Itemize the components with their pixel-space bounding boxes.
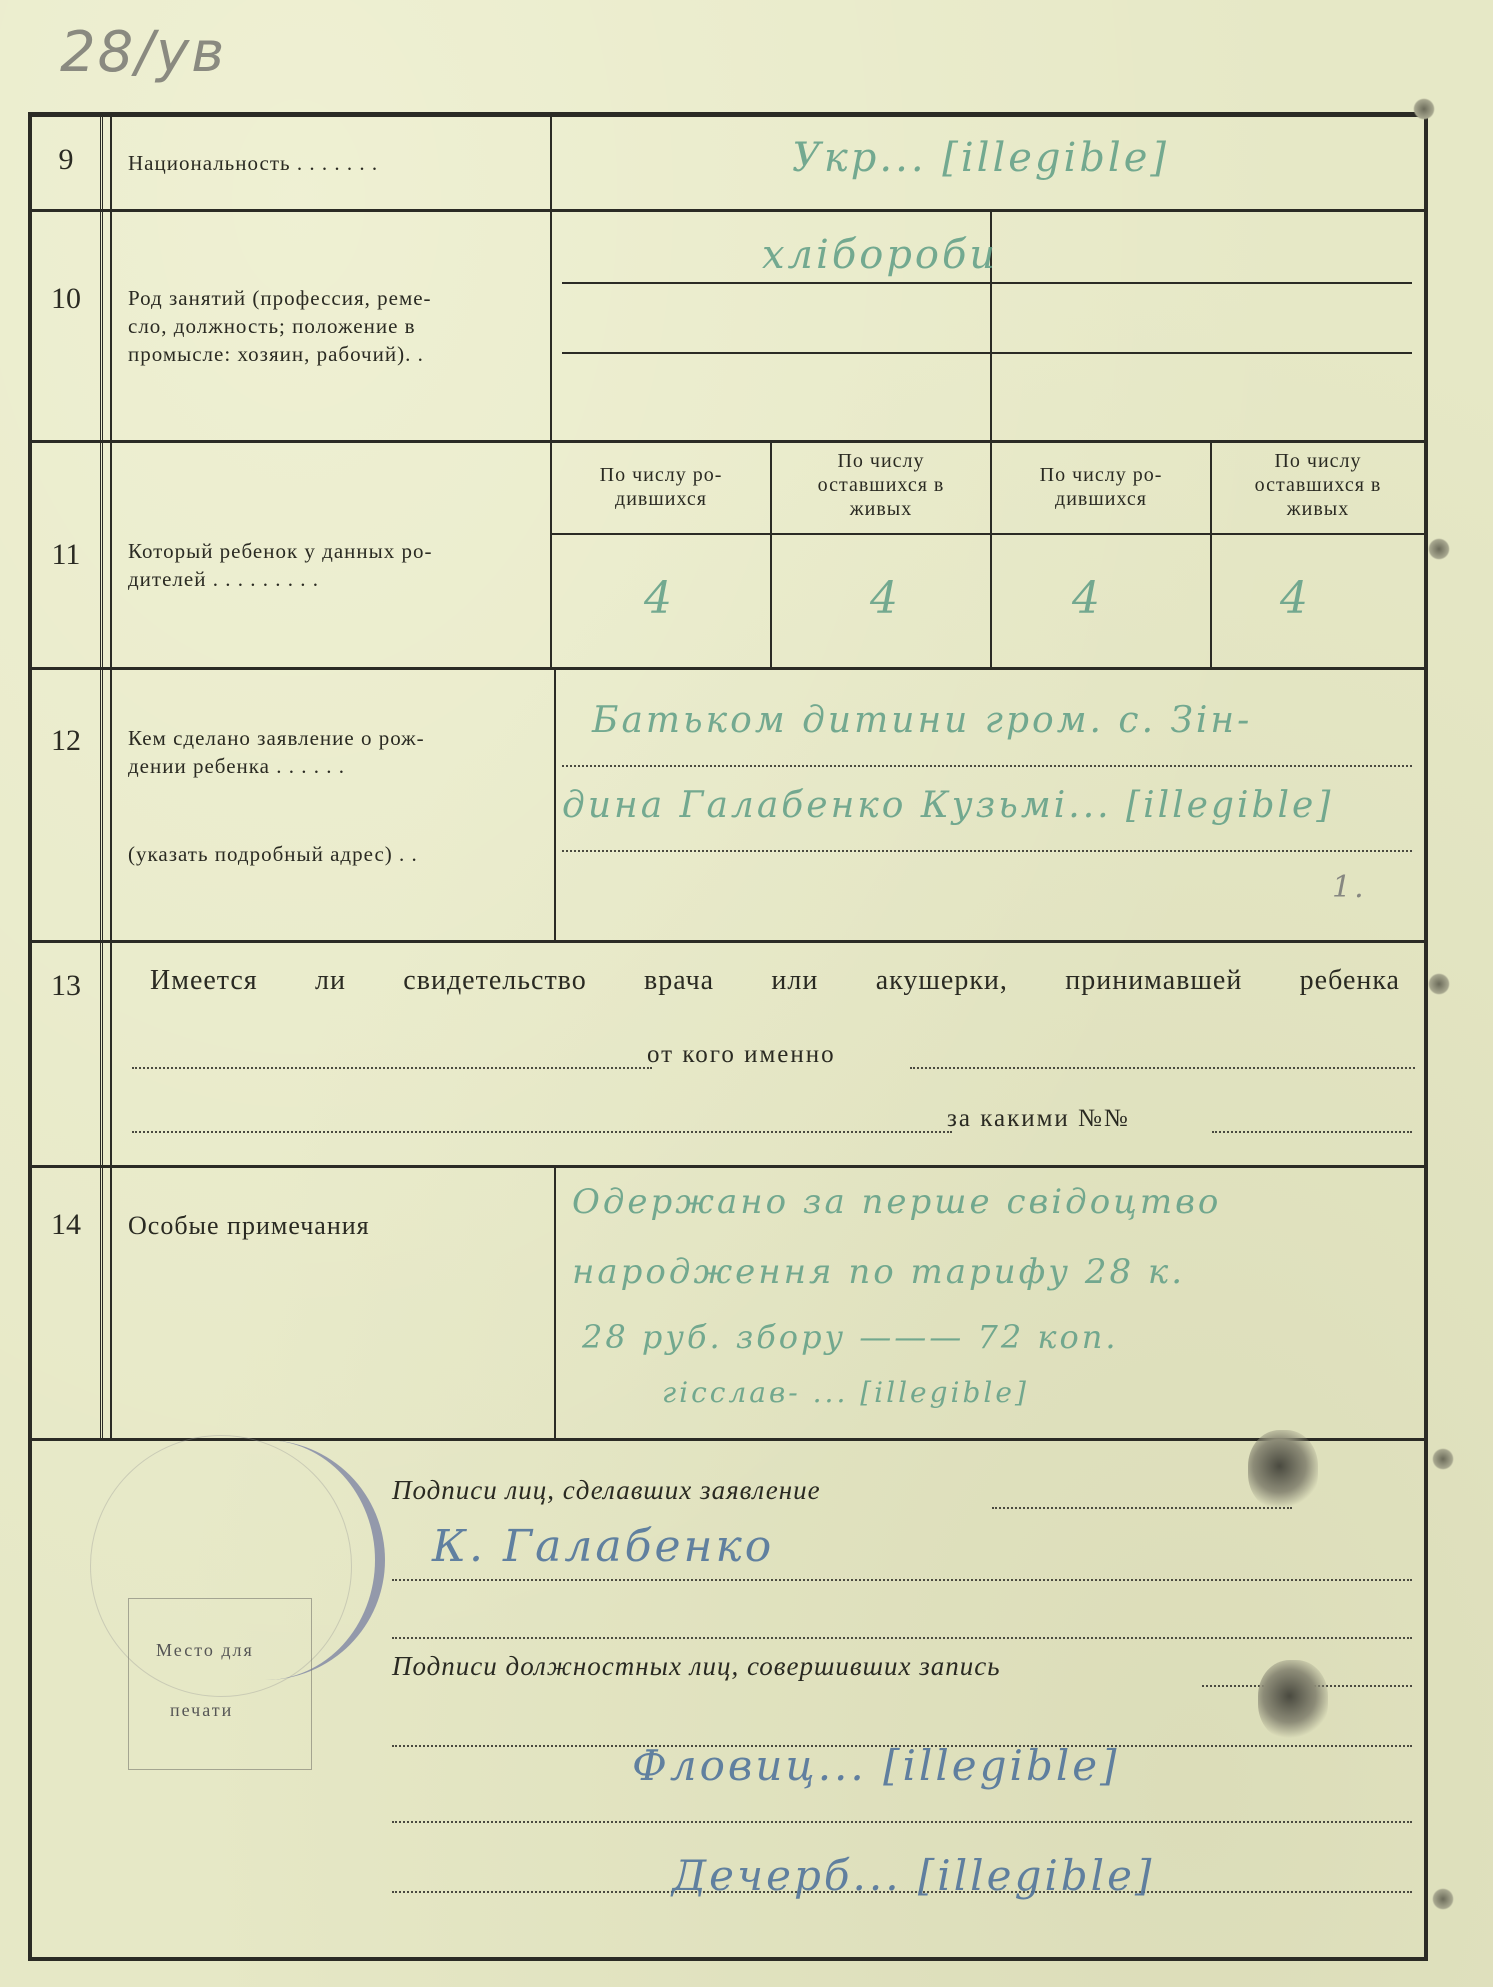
binding-hole xyxy=(1432,1448,1454,1470)
subheader-surviving-1: По числу оставшихся в живых xyxy=(817,450,945,520)
punch-hole xyxy=(1258,1660,1328,1740)
row-9-nationality xyxy=(32,117,1424,212)
row-13-certificate xyxy=(32,943,1424,1168)
occupation-label: Род занятий (профессия, реме- сло, должность; положение в промысле: хозяин, рабочий). . xyxy=(128,286,432,366)
born-count-2: 4 xyxy=(1072,573,1103,624)
row-number: 13 xyxy=(32,943,103,1165)
row-11-child-order xyxy=(32,443,1424,670)
nationality-handwritten: Укр... [illegible] xyxy=(792,135,1169,181)
remarks-line-2: народження по тарифу 28 к. xyxy=(572,1252,1186,1292)
stamp-place-box xyxy=(128,1598,312,1770)
declarant-handwritten-line-1: Батьком дитини гром. с. Зін- xyxy=(592,700,1253,741)
row-number: 10 xyxy=(32,212,103,440)
applicants-caption: Подписи лиц, сделавших заявление xyxy=(392,1475,821,1505)
remarks-line-4: гісслав- ... [illegible] xyxy=(662,1376,1029,1409)
archive-mark: 28/ув xyxy=(60,20,227,85)
officials-caption: Подписи должностных лиц, совершивших запись xyxy=(392,1651,1001,1681)
remarks-label: Особые примечания xyxy=(128,1211,370,1240)
certificate-question: Имеется ли свидетельство врача или акушерки, принимавшей ребенка xyxy=(150,965,1400,996)
punch-hole xyxy=(1248,1430,1318,1510)
child-order-label: Который ребенок у данных ро- дителей . . . . . . . . . xyxy=(128,539,433,591)
row-number: 14 xyxy=(32,1168,103,1438)
stamp-place-line-2: печати xyxy=(170,1700,234,1720)
surviving-count-2: 4 xyxy=(1280,573,1311,624)
row-number: 12 xyxy=(32,670,103,940)
subheader-born-2: По числу ро- дившихся xyxy=(1039,464,1163,510)
margin-mark: 1. xyxy=(1332,870,1367,905)
applicant-signature: К. Галабенко xyxy=(432,1521,775,1572)
subheader-surviving-2: По числу оставшихся в живых xyxy=(1254,450,1382,520)
born-count-1: 4 xyxy=(644,573,675,624)
row-12-declarant xyxy=(32,670,1424,943)
row-14-remarks xyxy=(32,1168,1424,1441)
subheader-born-1: По числу ро- дившихся xyxy=(599,464,723,510)
remarks-line-3: 28 руб. збору ——— 72 коп. xyxy=(582,1318,1119,1356)
nationality-label: Национальность . . . . . . . xyxy=(128,151,379,175)
binding-hole xyxy=(1428,538,1450,560)
binding-hole xyxy=(1413,98,1435,120)
declarant-handwritten-line-2: дина Галабенко Кузьмі... [illegible] xyxy=(562,785,1334,826)
official-signature-2: Дечерб... [illegible] xyxy=(672,1851,1155,1900)
numbers-label: за какими №№ xyxy=(947,1105,1130,1132)
binding-hole xyxy=(1428,973,1450,995)
row-number: 11 xyxy=(32,443,103,667)
declarant-label: Кем сделано заявление о рож- дении ребенка . . . . . . xyxy=(128,726,425,778)
occupation-handwritten: хлібороби xyxy=(762,232,999,278)
stamp-place-line-1: Место для xyxy=(156,1640,254,1660)
official-signature-1: Фловиц... [illegible] xyxy=(632,1741,1120,1790)
binding-hole xyxy=(1432,1888,1454,1910)
row-number: 9 xyxy=(32,117,103,209)
row-10-occupation xyxy=(32,212,1424,443)
remarks-line-1: Одержано за перше свідоцтво xyxy=(572,1182,1222,1222)
from-whom-label: от кого именно xyxy=(647,1041,836,1068)
surviving-count-1: 4 xyxy=(870,573,901,624)
address-note: (указать подробный адрес) . . xyxy=(128,842,418,866)
